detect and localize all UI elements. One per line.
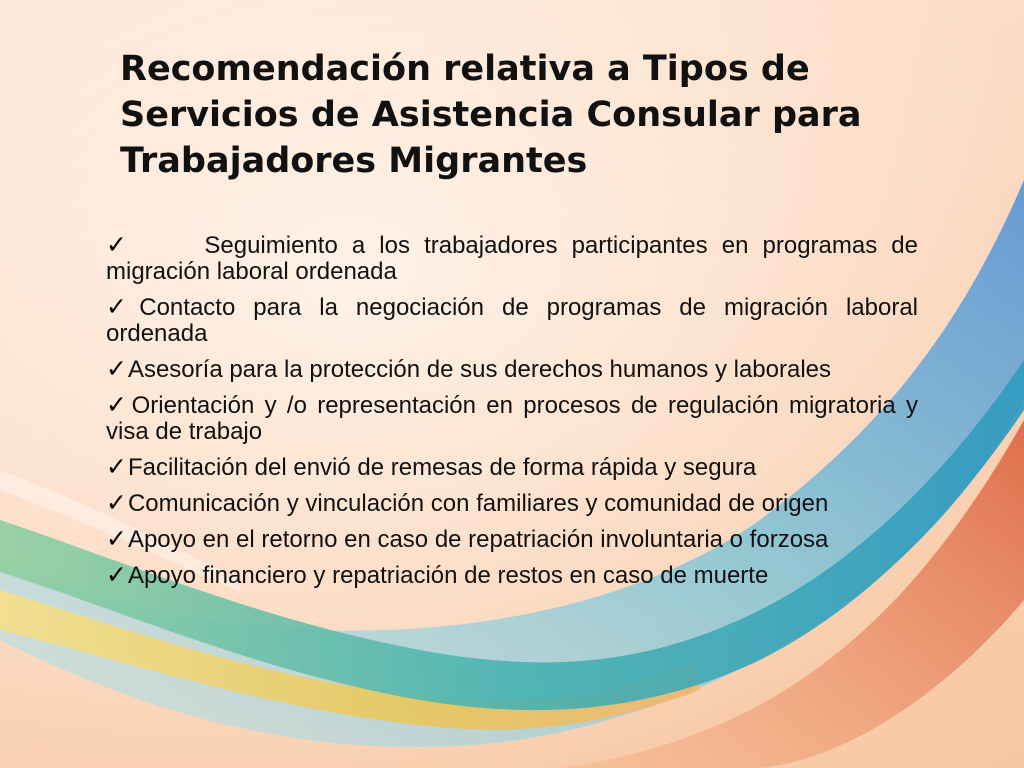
bullet-text: Facilitación del envió de remesas de forma rápida y segura	[127, 454, 757, 481]
check-mark-icon: ✓	[106, 488, 127, 517]
check-mark-icon: ✓	[106, 354, 127, 383]
slide-title: Recomendación relativa a Tipos de Servicios de Asistencia Consular para Trabajadores Migrantes	[120, 49, 862, 181]
bullet-text: Apoyo financiero y repatriación de restos en caso de muerte	[127, 562, 769, 589]
list-item	[106, 356, 918, 383]
bullet-text: Apoyo en el retorno en caso de repatriación involuntaria o forzosa	[127, 526, 829, 553]
bullet-text: Seguimiento a los trabajadores participantes en programas de migración laboral ordenada	[106, 232, 918, 285]
list-item	[106, 454, 918, 481]
check-mark-icon: ✓	[106, 292, 139, 321]
check-mark-icon: ✓	[106, 230, 135, 259]
check-mark-icon: ✓	[106, 390, 131, 419]
list-item	[106, 294, 918, 347]
check-mark-icon: ✓	[106, 524, 127, 553]
check-mark-icon: ✓	[106, 452, 127, 481]
bullet-text: Asesoría para la protección de sus derechos humanos y laborales	[127, 356, 832, 383]
bullet-text: Comunicación y vinculación con familiares y comunidad de origen	[127, 490, 829, 517]
list-item	[106, 562, 918, 589]
list-item	[106, 392, 918, 445]
bullet-text: Orientación y /o representación en procesos de regulación migratoria y visa de trabajo	[106, 392, 918, 445]
bullet-text: Contacto para la negociación de programas de migración laboral ordenada	[106, 294, 919, 347]
check-mark-icon: ✓	[106, 560, 127, 589]
list-item	[106, 490, 918, 517]
list-item	[106, 232, 918, 285]
bullet-list	[106, 232, 918, 598]
list-item	[106, 526, 918, 553]
